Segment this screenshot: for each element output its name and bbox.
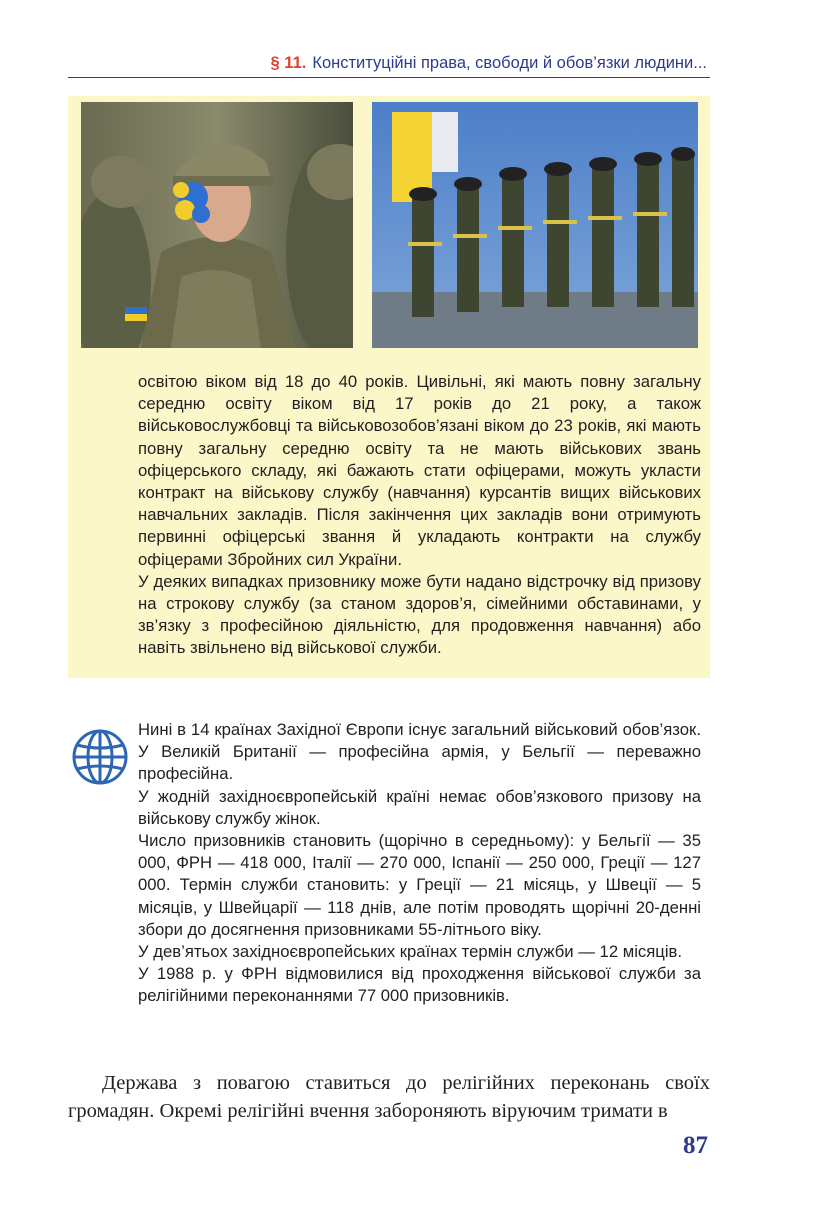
page-number: 87: [683, 1132, 708, 1159]
info-paragraph: У 1988 р. у ФРН відмовилися від проходження військової служби за релігійними переконаннями 77 000 призовників.: [138, 964, 701, 1006]
info-paragraph: Нині в 14 країнах Західної Європи існує загальний військовий обов’язок. У Великій Британії — професійна армія, у Бельгії — переважно професійна.: [138, 720, 701, 784]
main-paragraph: Держава з повагою ставиться до релігійних переконань своїх громадян. Окремі релігійні вчення забороняють віруючим тримати в: [68, 1072, 710, 1122]
main-text: [68, 1070, 710, 1125]
info-paragraph: Число призовників становить (щорічно в середньому): у Бельгії — 35 000, ФРН — 418 000, Італії — 270 000, Іспанії — 250 000, Греції — 127 000. Термін служби становить: у Греції — 21 місяць, у Швеції — 5 місяців, у Швейцарії — 118 днів, але потім проводять щорічні 20-денні збори до досягнення призовниками 55-літнього віку.: [138, 831, 701, 939]
box-text: [138, 371, 701, 660]
info-paragraph: У жодній західноєвропейській країні немає обов’язкового призову на військову службу жінок.: [138, 786, 701, 828]
photo-female-soldier-icon: [81, 102, 353, 348]
box-paragraph: У деяких випадках призовнику може бути надано відстрочку від призову на строкову службу (за станом здоров’я, сімейними обставинами, у зв’язку з професійною діяльністю, для продовження навчання) або навіть звільнено від військової служби.: [138, 571, 701, 658]
info-text: [138, 719, 701, 1008]
running-header: [0, 54, 707, 73]
box-paragraph: освітою віком від 18 до 40 років. Цивільні, які мають повну загальну середню освіту віком від 17 років до 21 року, а також військовослужбовці та військовозобов’язані віком до 23 років, які мають повну загальну середню освіту та не мають військових звань офіцерського складу, які бажають стати офіцерами, можуть укласти контракт на військову службу (навчання) курсантів вищих військових навчальних закладів. Після закінчення цих закладів вони отримують первинні офіцерські звання й укладають контракти на службу офіцерами Збройних сил України.: [138, 372, 701, 569]
header-rule: [68, 77, 710, 78]
globe-icon: [70, 727, 130, 787]
section-number: § 11.: [270, 54, 307, 72]
info-paragraph: У дев’ятьох західноєвропейських країнах термін служби — 12 місяців.: [138, 942, 683, 962]
section-title: Конституційні права, свободи й обов’язки людини...: [312, 54, 707, 72]
photo-military-parade-icon: [372, 102, 698, 348]
